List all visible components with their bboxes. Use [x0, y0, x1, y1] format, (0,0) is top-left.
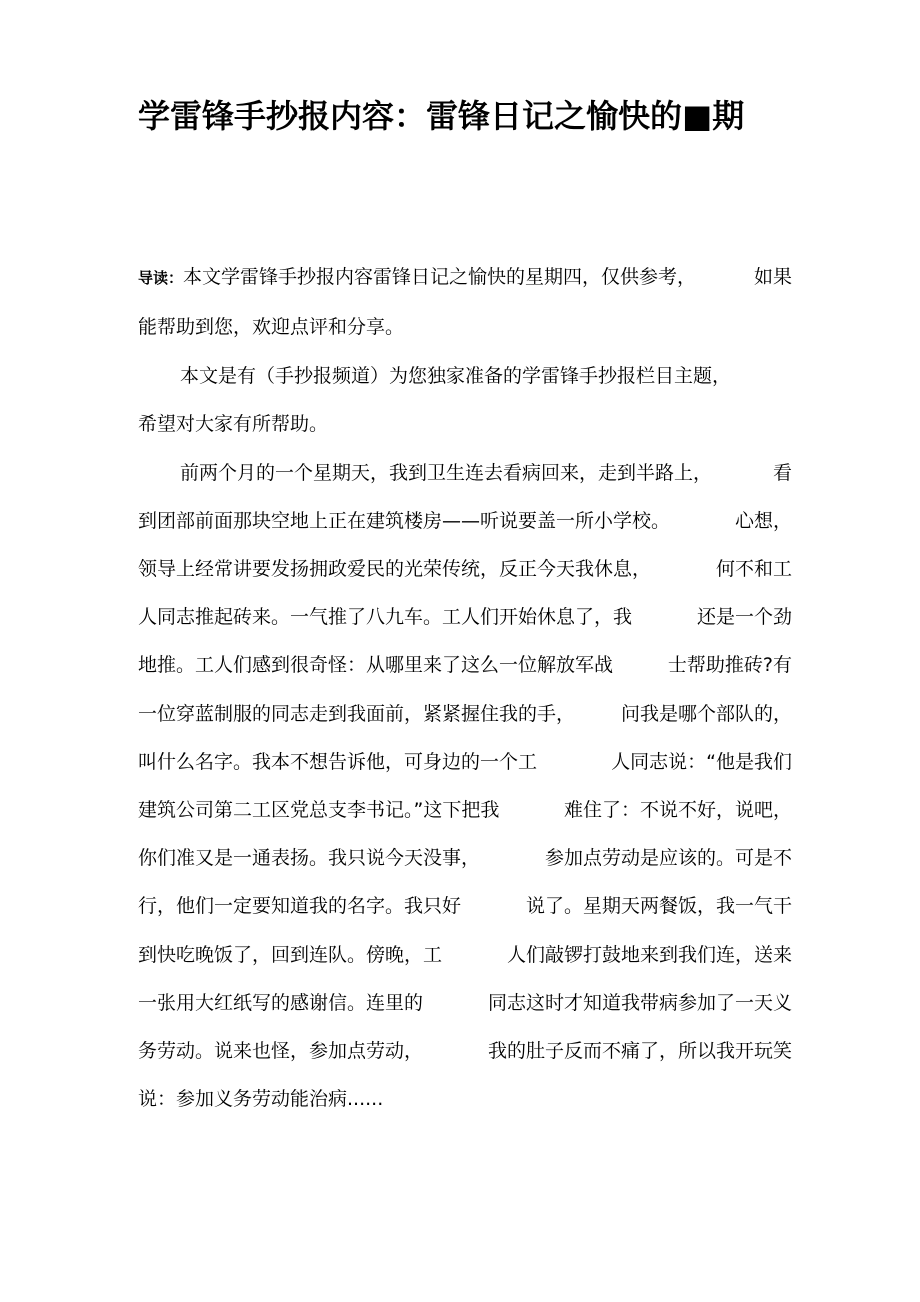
lead-text: 本文学雷锋手抄报内容雷锋日记之愉快的星期四，仅供参考， — [183, 266, 697, 288]
intro-paragraph-line-1: 本文是有（手抄报频道）为您独家准备的学雷锋手抄报栏目主题， — [180, 365, 732, 387]
document-title: 学雷锋手抄报内容：雷锋日记之愉快的■期 — [138, 97, 745, 135]
intro-paragraph-line-2: 希望对大家有所帮助。 — [138, 413, 329, 435]
body-line: 到团部前面那块空地上正在建筑楼房——听说要盖一所小学校。 心想， — [138, 510, 792, 532]
body-line: 叫什么名字。我本不想告诉他，可身边的一个工 人同志说：“他是我们 — [138, 751, 792, 773]
body-line: 人同志推起砖来。一气推了八九车。工人们开始休息了，我 还是一个劲 — [138, 606, 792, 628]
lead-text-end: 如果 — [753, 266, 792, 288]
body-line: 一位穿蓝制服的同志走到我面前，紧紧握住我的手， 问我是哪个部队的， — [138, 703, 792, 725]
body-line: 到快吃晚饭了，回到连队。傍晚，工 人们敲锣打鼓地来到我们连，送来 — [138, 944, 792, 966]
body-line: 领导上经常讲要发扬拥政爱民的光荣传统，反正今天我休息， 何不和工 — [138, 558, 792, 580]
lead-label: 导读： — [138, 269, 184, 287]
lead-paragraph-line-2: 能帮助到您，欢迎点评和分享。 — [138, 316, 405, 338]
body-line: 建筑公司第二工区党总支李书记。”这下把我 难住了：不说不好，说吧， — [138, 799, 792, 821]
body-line: 地推。工人们感到很奇怪：从哪里来了这么一位解放军战 士帮助推砖?有 — [138, 654, 792, 676]
body-line: 务劳动。说来也怪，参加点劳动， 我的肚子反而不痛了，所以我开玩笑 — [138, 1040, 792, 1062]
body-line: 行，他们一定要知道我的名字。我只好 说了。星期天两餐饭，我一气干 — [138, 895, 792, 917]
body-line: 一张用大红纸写的感谢信。连里的 同志这时才知道我带病参加了一天义 — [138, 992, 792, 1014]
lead-paragraph-line-1 — [138, 262, 792, 293]
body-line: 前两个月的一个星期天，我到卫生连去看病回来，走到半路上， 看 — [180, 462, 792, 484]
body-line: 你们准又是一通表扬。我只说今天没事， 参加点劳动是应该的。可是不 — [138, 847, 792, 869]
body-last-line: 说：参加义务劳动能治病...... — [138, 1088, 384, 1110]
